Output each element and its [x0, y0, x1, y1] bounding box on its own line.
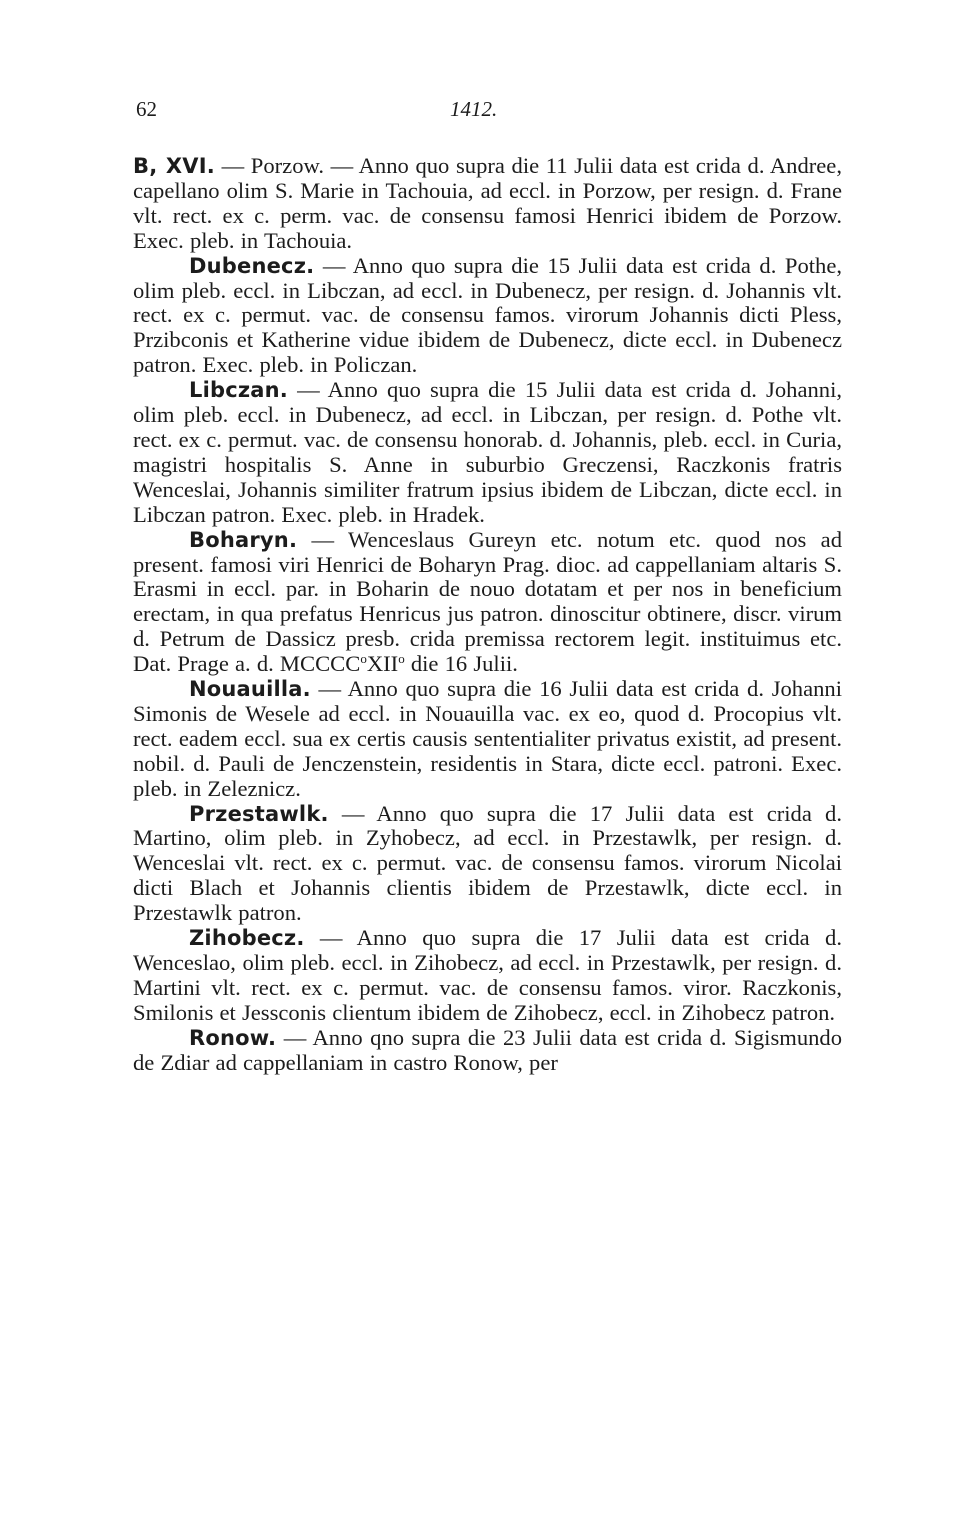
entry-heading: Nouauilla.	[189, 677, 311, 702]
entry-zihobecz	[133, 926, 842, 1026]
entry-przestawlk	[133, 802, 842, 927]
entry-ronow	[133, 1026, 842, 1076]
entry-text: — Anno quo supra die 16 Julii data est crida d. Johanni Simonis de Wesele ad eccl. in Nouauilla vac. ex eo, quod d. Procopius vlt. rect. eadem eccl. sua ex certis causis sententialiter privatus existit, ad present. nobil. d. Pauli de Jenczenstein, residentis in Stara, dicte eccl. patroni. Exec. pleb. in Zeleznicz.	[133, 676, 842, 801]
entry-text-end: die 16 Julii.	[404, 651, 518, 677]
entry-porzow	[133, 154, 842, 254]
entry-heading: Libczan.	[189, 378, 288, 403]
entry-text: — Anno quo supra die 17 Julii data est crida d. Martino, olim pleb. in Zyhobecz, ad eccl. in Przestawlk, per resign. d. Wenceslai vlt. rect. ex c. permut. vac. de consensu famos. virorum Nicolai dicti Blach et Johannis clientis ibidem de Przestawlk, dicte eccl. in Przestawlk patron.	[133, 800, 842, 926]
entry-boharyn	[133, 528, 842, 677]
entry-text: — Anno qno supra die 23 Julii data est crida d. Sigismundo de Zdiar ad cappellaniam in castro Ronow, per	[133, 1024, 843, 1075]
entry-libczan	[133, 378, 842, 527]
entry-text: — Wenceslaus Gureyn etc. notum etc. quod nos ad present. famosi viri Henrici de Boharyn Prag. dioc. ad cappellaniam altaris S. Erasmi in eccl. par. in Boharin de nouo dotatam et per nos in beneficium erectam, in qua prefatus Henricus jus patron. dinoscitur obtinere, discr. virum d. Petrum de Dassicz presb. crida premissa rectorem legit. instituimus etc. Dat. Prage a. d. MCCCC	[133, 526, 842, 677]
entry-text: — Anno quo supra die 17 Julii data est crida d. Wenceslao, olim pleb. eccl. in Zihobecz, ad eccl. in Przestawlk, per resign. d. Martini vlt. rect. ex c. permut. vac. de consensu famos. viror. Raczkonis, Smilonis et Jessconis clientum ibidem de Zihobecz, eccl. in Zihobecz patron.	[133, 925, 842, 1025]
entry-heading: Ronow.	[189, 1025, 277, 1050]
entry-heading: Dubenecz.	[189, 253, 315, 278]
entry-heading: Boharyn.	[189, 527, 298, 552]
entry-dubenecz	[133, 254, 842, 379]
entry-heading: Zihobecz.	[189, 926, 305, 951]
text-body	[133, 154, 842, 1076]
superscript-o: o	[398, 651, 405, 667]
entry-heading: B, XVI.	[133, 154, 215, 178]
entry-text: — Anno quo supra die 15 Julii data est crida d. Pothe, olim pleb. eccl. in Libczan, ad eccl. in Dubenecz, per resign. d. Johannis vlt. rect. ex c. permut. vac. de consensu famos. virorum Johannis dicti Pless, Przibconis et Katherine vidue ibidem de Dubenecz, dicte eccl. in Dubenecz patron. Exec. pleb. in Policzan.	[133, 252, 843, 378]
entry-heading: Przestawlk.	[189, 801, 329, 826]
superscript-o: o	[360, 651, 367, 667]
entry-text: — Porzow. — Anno quo supra die 11 Julii data est crida d. Andree, capellano olim S. Marie in Tachouia, ad eccl. in Porzow, per resign. d. Frane vlt. rect. ex c. perm. vac. de consensu famosi Henrici ibidem de Porzow. Exec. pleb. in Tachouia.	[133, 153, 842, 253]
entry-text-roman: XII	[366, 651, 399, 677]
entry-text: — Anno quo supra die 15 Julii data est crida d. Johanni, olim pleb. eccl. in Dubenecz, ad eccl. in Libczan, per resign. d. Pothe vlt. rect. ex c. permut. vac. de consensu honorab. d. Johannis, pleb. eccl. in Curia, magistri hospitalis S. Anne in suburbio Greczensi, Raczkonis fratris Wenceslai, Johannis similiter fratrum ipsius ibidem de Libczan, dicte eccl. in Libczan patron. Exec. pleb. in Hradek.	[133, 377, 842, 527]
entry-nouauilla	[133, 677, 842, 802]
page-number: 62	[136, 97, 157, 121]
page-header	[136, 97, 840, 127]
running-head-year: 1412.	[450, 97, 498, 121]
